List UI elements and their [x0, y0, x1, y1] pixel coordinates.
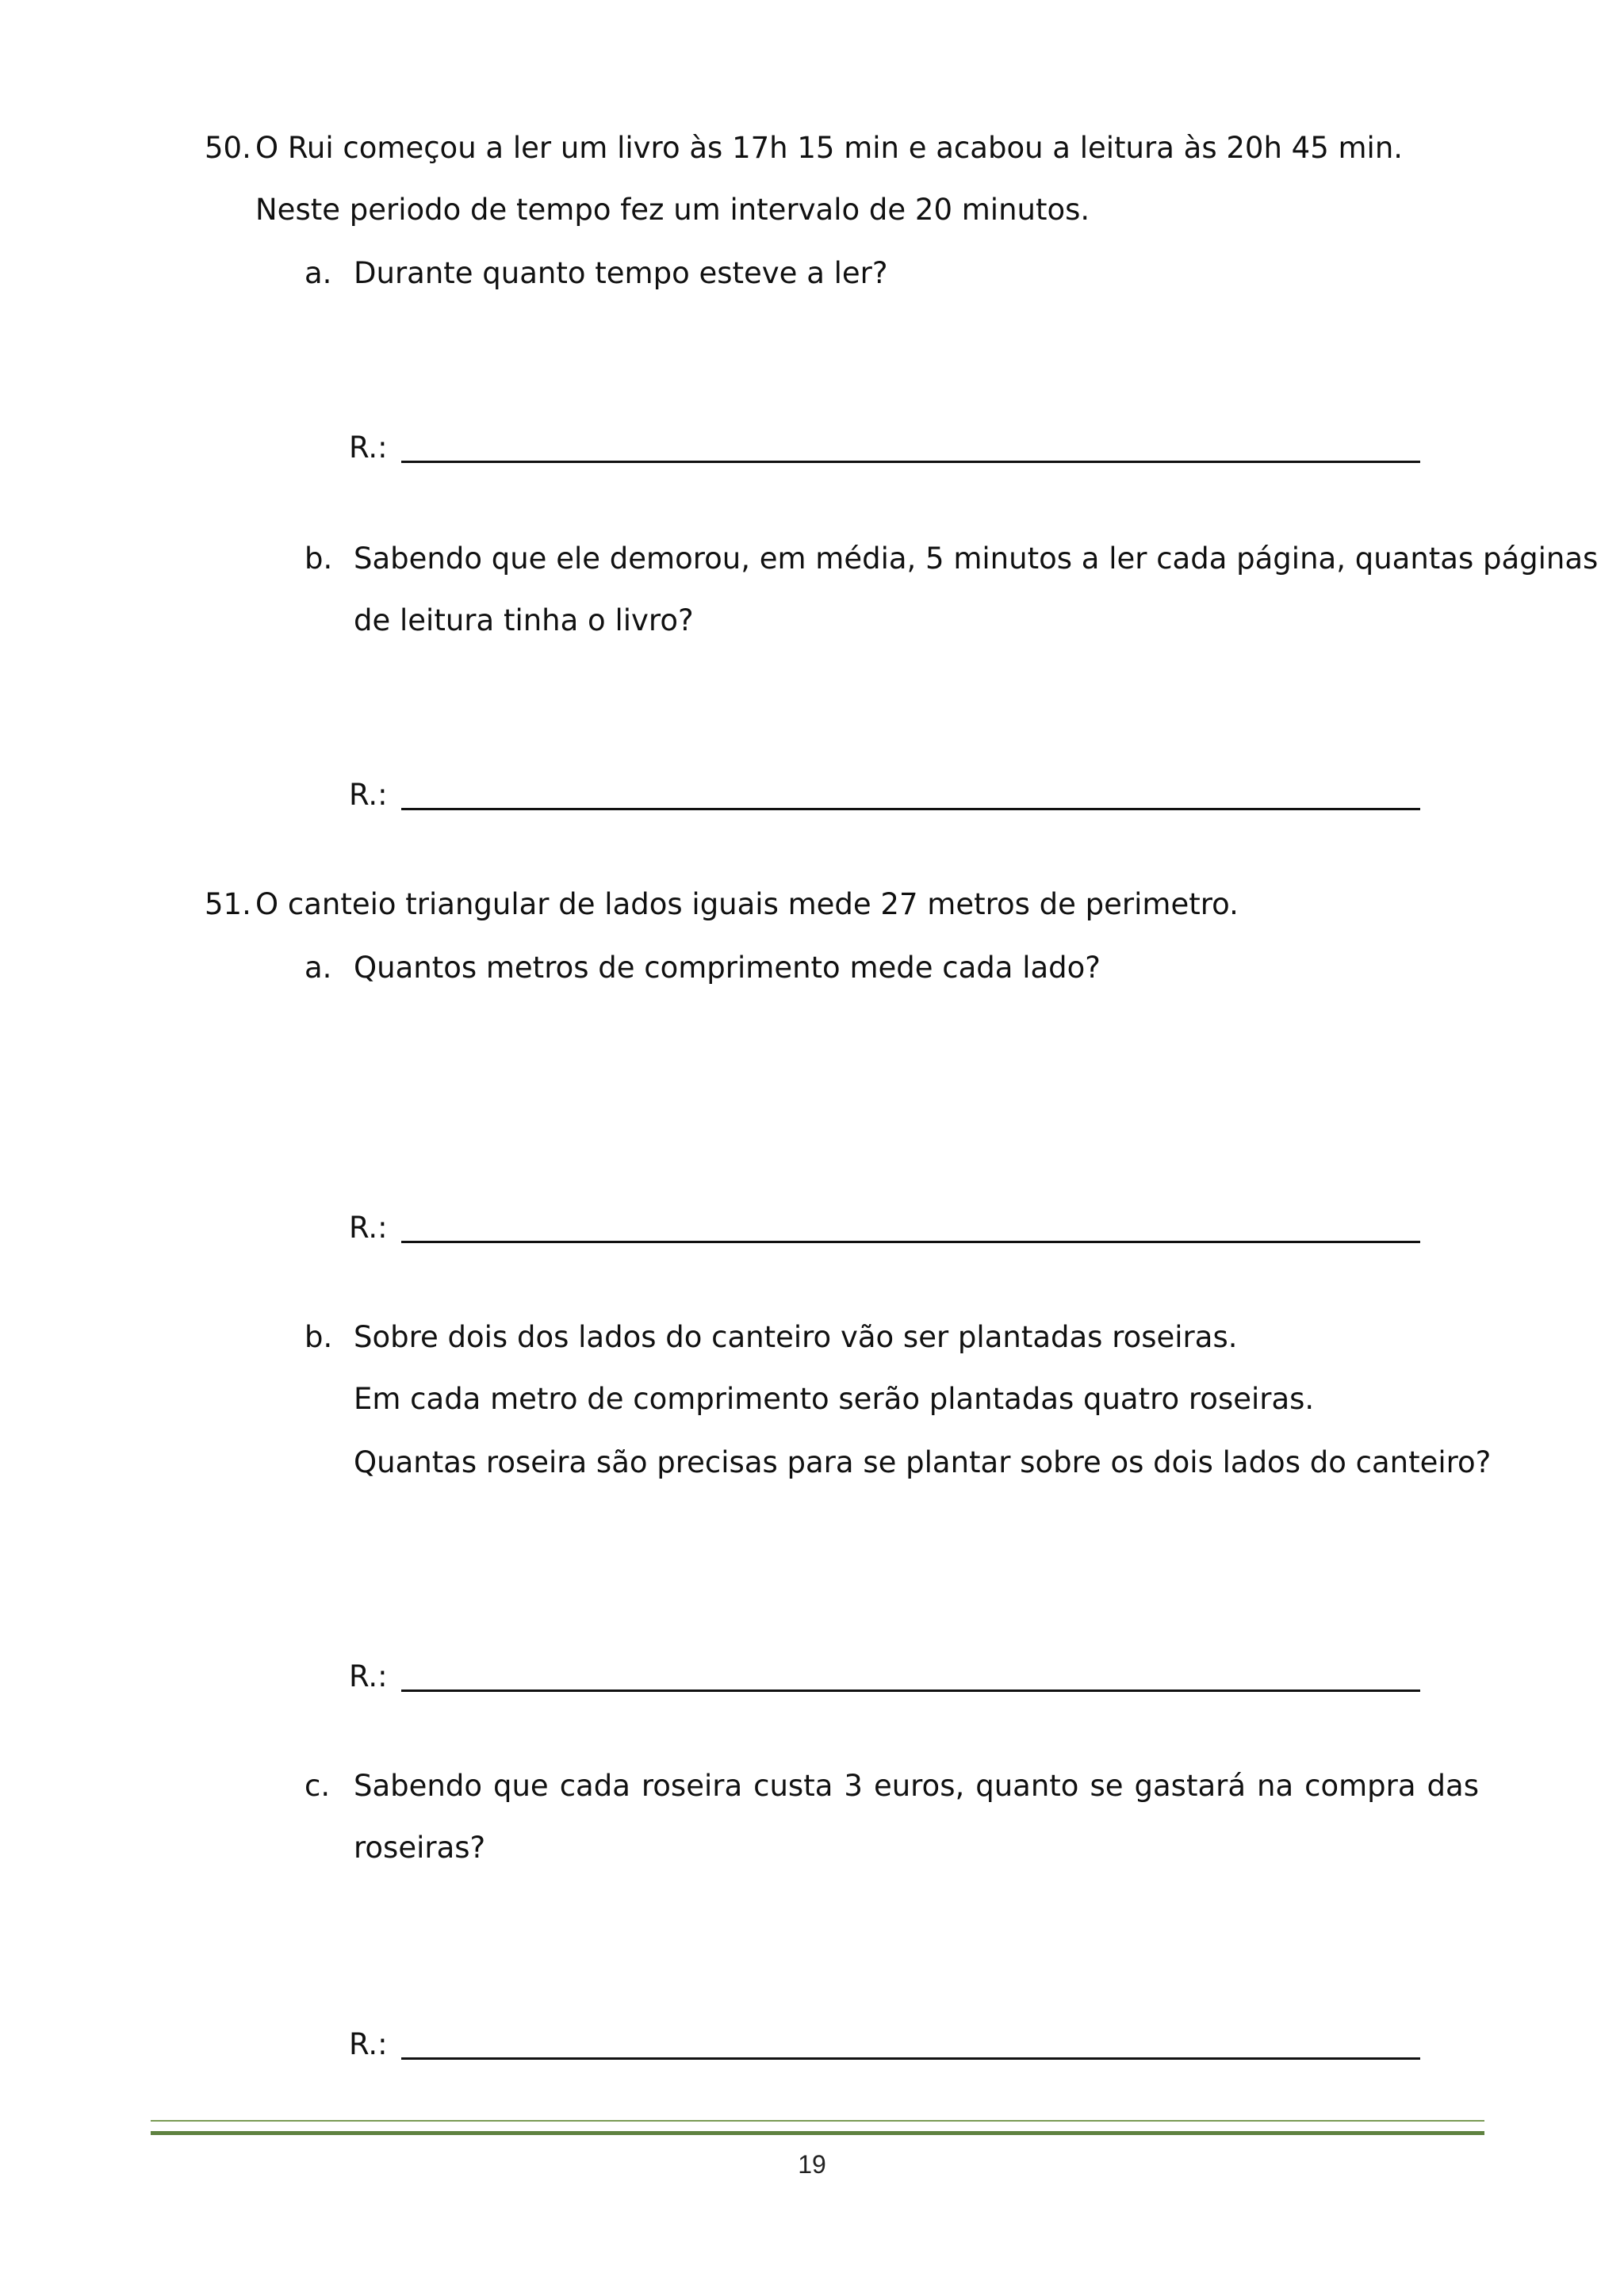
answer-line[interactable] [401, 2057, 1420, 2060]
footer-rule-thin [151, 2120, 1484, 2122]
answer-line[interactable] [401, 1689, 1420, 1692]
answer-label: R.: [349, 778, 388, 812]
question-text: O canteio triangular de lados iguais mede 27 metros de perimetro. [255, 887, 1239, 921]
subquestion-letter: a. [304, 256, 332, 290]
subquestion-letter: a. [304, 951, 332, 985]
answer-line[interactable] [401, 461, 1420, 463]
answer-label: R.: [349, 430, 388, 465]
subquestion-letter: c. [304, 1769, 331, 1803]
question-text-line-2: Neste periodo de tempo fez um intervalo de 20 minutos. [255, 193, 1090, 227]
question-number: 50. [205, 131, 251, 165]
subquestion-text: Durante quanto tempo esteve a ler? [354, 256, 888, 290]
question-text: O Rui começou a ler um livro às 17h 15 min e acabou a leitura às 20h 45 min. [255, 131, 1404, 165]
subquestion-text-line-3: Quantas roseira são precisas para se plantar sobre os dois lados do canteiro? [354, 1445, 1492, 1479]
subquestion-letter: b. [304, 1320, 333, 1354]
page-number: 19 [798, 2150, 826, 2179]
question-number: 51. [205, 887, 251, 921]
subquestion-text: Sobre dois dos lados do canteiro vão ser plantadas roseiras. [354, 1320, 1238, 1354]
subquestion-text: Sabendo que ele demorou, em média, 5 minutos a ler cada página, quantas páginas [354, 541, 1599, 576]
subquestion-text-line-2: Em cada metro de comprimento serão plantadas quatro roseiras. [354, 1382, 1315, 1416]
answer-label: R.: [349, 1211, 388, 1245]
answer-label: R.: [349, 2027, 388, 2061]
subquestion-text-line-2: de leitura tinha o livro? [354, 603, 694, 637]
subquestion-letter: b. [304, 541, 333, 576]
footer-rule-thick [151, 2131, 1484, 2135]
subquestion-text: Quantos metros de comprimento mede cada lado? [354, 951, 1101, 985]
answer-label: R.: [349, 1659, 388, 1693]
answer-line[interactable] [401, 808, 1420, 810]
answer-line[interactable] [401, 1241, 1420, 1243]
subquestion-text-line-2: roseiras? [354, 1831, 486, 1865]
subquestion-text: Sabendo que cada roseira custa 3 euros, quanto se gastará na compra das [354, 1769, 1479, 1803]
